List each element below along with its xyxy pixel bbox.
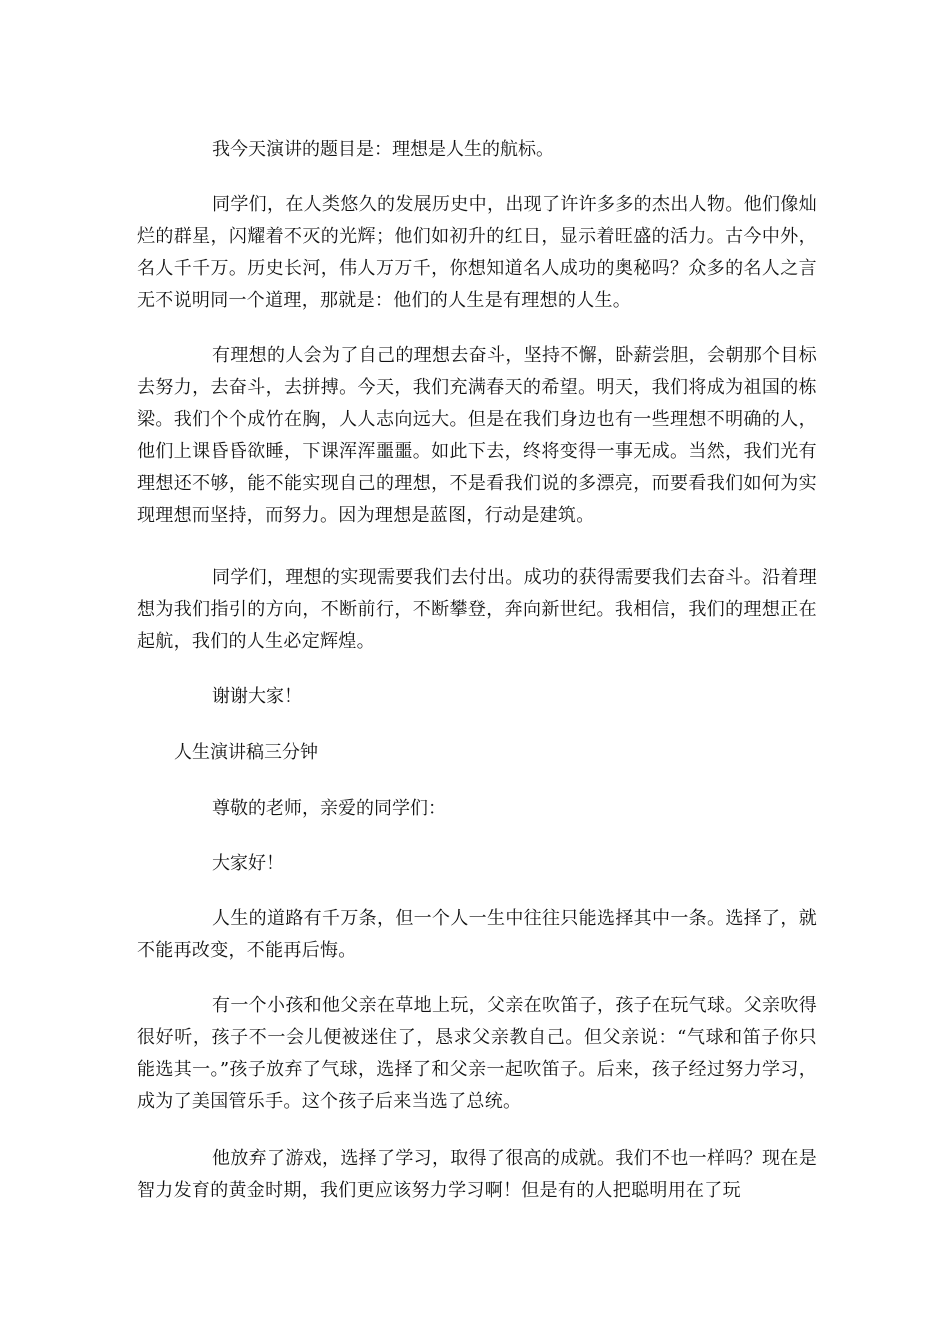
hello-line: 大家好！ xyxy=(212,853,284,874)
paragraph-story: 有一个小孩和他父亲在草地上玩，父亲在吹笛子，孩子在玩气球。父亲吹得很好听，孩子不一会儿便被迷住了，恳求父亲教自己。但父亲说：“气球和笛子你只能选其一。”孩子放弃了气球，选择了和父亲一起吹笛子。后来，孩子经过努力学习，成为了美国管乐手。这个孩子后来当选了总统。 xyxy=(137,995,817,1112)
paragraph-effort: 同学们，理想的实现需要我们去付出。成功的获得需要我们去奋斗。沿着理想为我们指引的方向，不断前行，不断攀登，奔向新世纪。我相信，我们的理想正在起航，我们的人生必定辉煌。 xyxy=(137,567,817,652)
paragraph-ideals: 有理想的人会为了自己的理想去奋斗，坚持不懈，卧薪尝胆，会朝那个目标去努力，去奋斗，去拼搏。今天，我们充满春天的希望。明天，我们将成为祖国的栋梁。我们个个成竹在胸，人人志向远大。但是在我们身边也有一些理想不明确的人，他们上课昏昏欲睡，下课浑浑噩噩。如此下去，终将变得一事无成。当然，我们光有理想还不够，能不能实现自己的理想，不是看我们说的多漂亮，而要看我们如何为实现理想而坚持，而努力。因为理想是蓝图，行动是建筑。 xyxy=(137,345,817,526)
thanks-line: 谢谢大家！ xyxy=(212,686,302,707)
greeting-line: 尊敬的老师，亲爱的同学们： xyxy=(212,798,446,819)
speech-topic-line: 我今天演讲的题目是：理想是人生的航标。 xyxy=(212,139,554,160)
paragraph-study: 他放弃了游戏，选择了学习，取得了很高的成就。我们不也一样吗？现在是智力发育的黄金时期，我们更应该努力学习啊！但是有的人把聪明用在了玩 xyxy=(137,1148,817,1201)
paragraph-life-road: 人生的道路有千万条，但一个人一生中往往只能选择其中一条。选择了，就不能再改变，不能再后悔。 xyxy=(137,908,817,961)
paragraph-history: 同学们，在人类悠久的发展历史中，出现了许许多多的杰出人物。他们像灿烂的群星，闪耀着不灭的光辉；他们如初升的红日，显示着旺盛的活力。古今中外，名人千千万。历史长河，伟人万万千，你想知道名人成功的奥秘吗？众多的名人之言无不说明同一个道理，那就是：他们的人生是有理想的人生。 xyxy=(137,194,817,311)
section-heading: 人生演讲稿三分钟 xyxy=(174,742,318,763)
